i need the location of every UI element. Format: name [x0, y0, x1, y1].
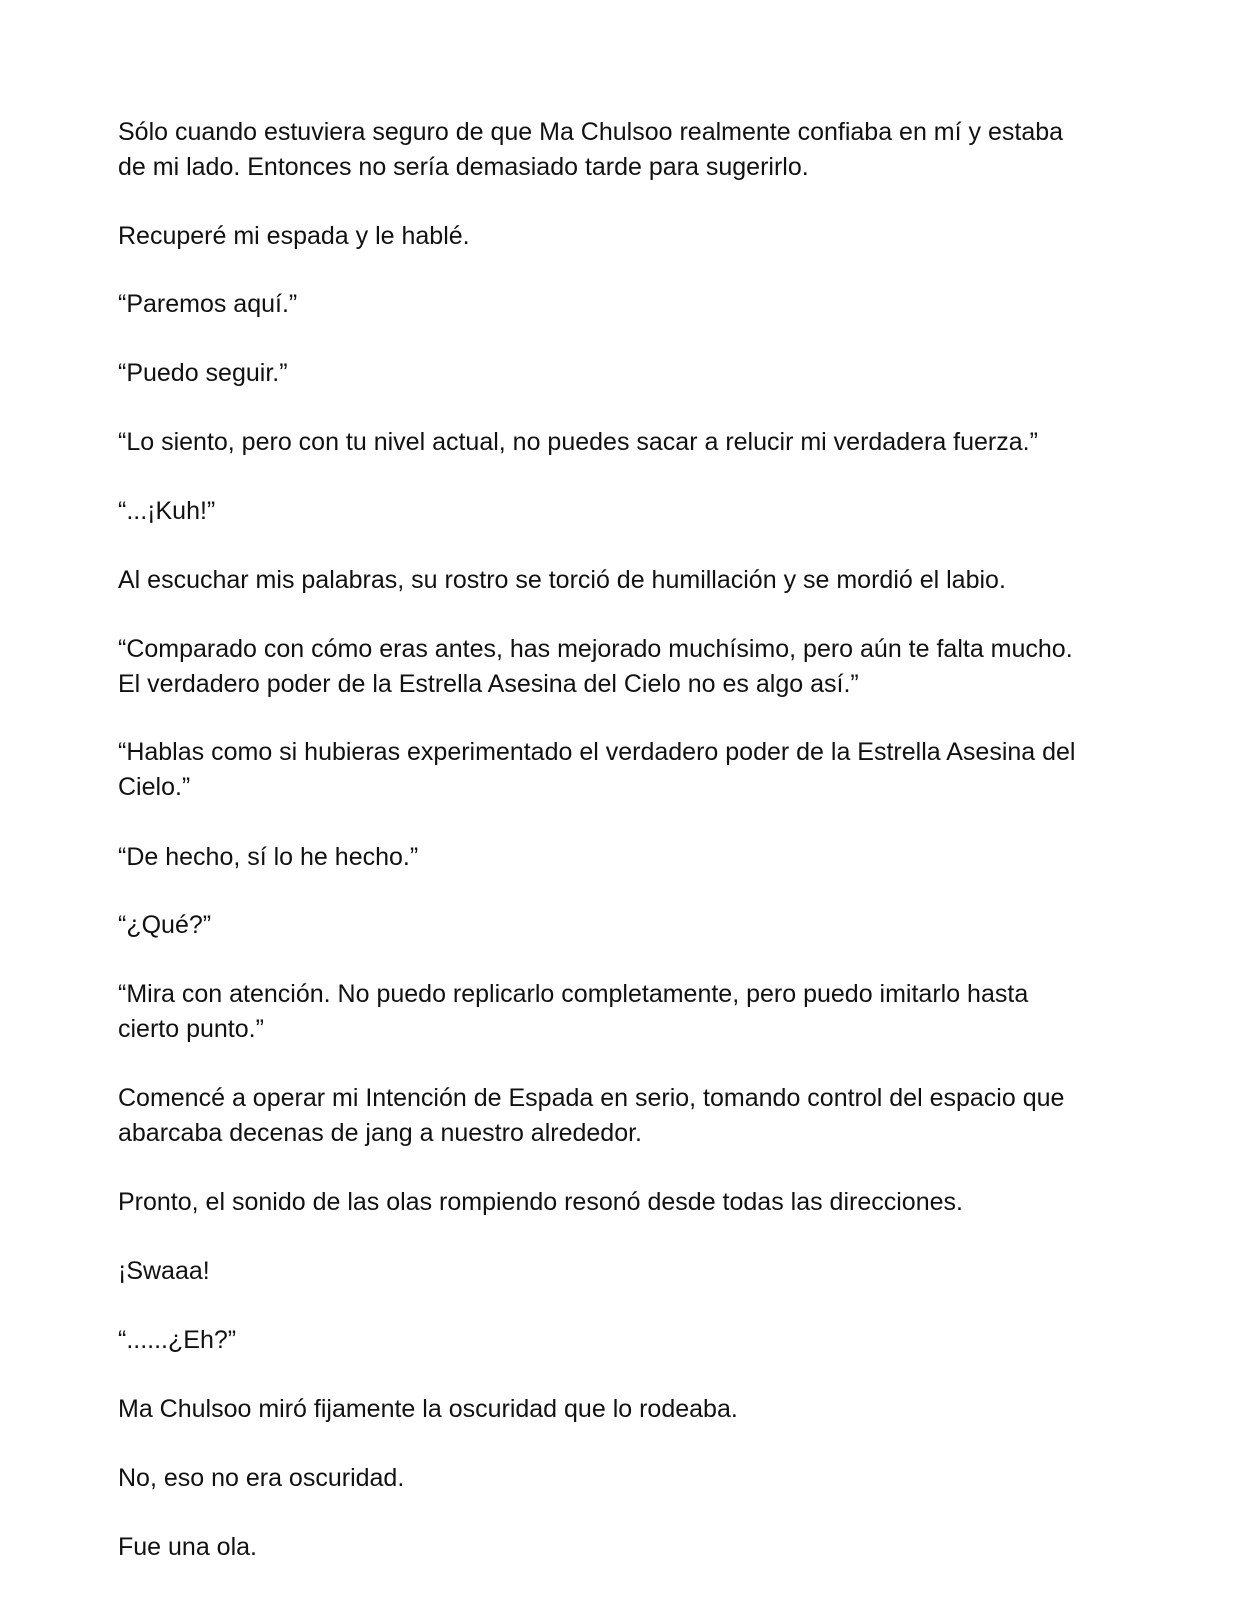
paragraph-18 — [118, 1461, 1138, 1496]
paragraph-line: “......¿Eh?” — [118, 1326, 237, 1354]
paragraph-12 — [118, 977, 1138, 1047]
paragraph-14 — [118, 1185, 1138, 1220]
paragraph-line: “De hecho, sí lo he hecho.” — [118, 843, 419, 871]
paragraph-line: Al escuchar mis palabras, su rostro se torció de humillación y se mordió el labio. — [118, 566, 1006, 594]
paragraph-line: “Comparado con cómo eras antes, has mejorado muchísimo, pero aún te falta mucho. — [118, 635, 1073, 663]
paragraph-5 — [118, 425, 1138, 460]
paragraph-19 — [118, 1530, 1138, 1565]
paragraph-line: cierto punto.” — [118, 1015, 264, 1043]
paragraph-9 — [118, 735, 1138, 805]
paragraph-line: Fue una ola. — [118, 1533, 257, 1561]
paragraph-6 — [118, 494, 1138, 529]
paragraph-10 — [118, 840, 1138, 875]
paragraph-line: No, eso no era oscuridad. — [118, 1464, 405, 1492]
paragraph-line: “Hablas como si hubieras experimentado el verdadero poder de la Estrella Asesina del — [118, 738, 1076, 766]
paragraph-line: abarcaba decenas de jang a nuestro alrededor. — [118, 1119, 642, 1147]
paragraph-13 — [118, 1081, 1138, 1151]
paragraph-line: El verdadero poder de la Estrella Asesina del Cielo no es algo así.” — [118, 670, 859, 698]
paragraph-7 — [118, 563, 1138, 598]
paragraph-line: ¡Swaaa! — [118, 1257, 210, 1285]
paragraph-17 — [118, 1392, 1138, 1427]
paragraph-line: Ma Chulsoo miró fijamente la oscuridad que lo rodeaba. — [118, 1395, 738, 1423]
paragraph-line: “Puedo seguir.” — [118, 359, 288, 387]
paragraph-line: “Paremos aquí.” — [118, 290, 298, 318]
paragraph-line: Sólo cuando estuviera seguro de que Ma Chulsoo realmente confiaba en mí y estaba — [118, 118, 1064, 146]
paragraph-8 — [118, 632, 1138, 702]
paragraph-line: “Lo siento, pero con tu nivel actual, no puedes sacar a relucir mi verdadera fuerza.” — [118, 428, 1038, 456]
paragraph-line: Cielo.” — [118, 773, 191, 801]
paragraph-line: de mi lado. Entonces no sería demasiado tarde para sugerirlo. — [118, 153, 809, 181]
paragraph-11 — [118, 908, 1138, 943]
paragraph-line: “¿Qué?” — [118, 911, 212, 939]
paragraph-line: Pronto, el sonido de las olas rompiendo resonó desde todas las direcciones. — [118, 1188, 963, 1216]
paragraph-line: “...¡Kuh!” — [118, 497, 216, 525]
paragraph-line: “Mira con atención. No puedo replicarlo completamente, pero puedo imitarlo hasta — [118, 980, 1029, 1008]
paragraph-15 — [118, 1254, 1138, 1289]
paragraph-1 — [118, 115, 1138, 185]
paragraph-line: Comencé a operar mi Intención de Espada en serio, tomando control del espacio que — [118, 1084, 1065, 1112]
paragraph-2 — [118, 219, 1138, 254]
paragraph-line: Recuperé mi espada y le hablé. — [118, 222, 470, 250]
paragraph-16 — [118, 1323, 1138, 1358]
paragraph-3 — [118, 287, 1138, 322]
paragraph-4 — [118, 356, 1138, 391]
